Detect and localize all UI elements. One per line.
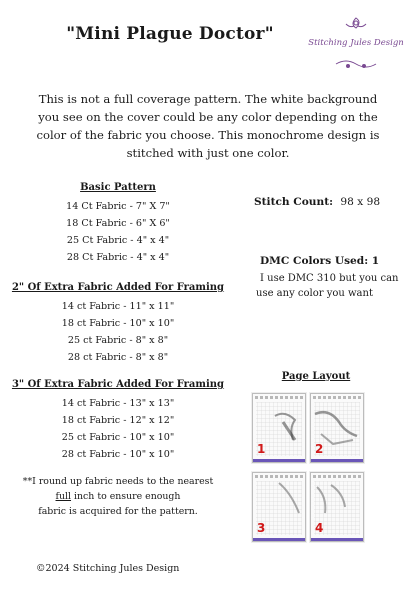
fabric-size-row: 14 ct Fabric - 13" x 13": [61, 398, 175, 409]
fabric-size-row: 18 Ct Fabric - 6" X 6": [66, 218, 170, 229]
basic-pattern-section: [8, 180, 228, 266]
fabric-size-row: 25 ct Fabric - 10" x 10": [61, 432, 175, 443]
intro-paragraph: This is not a full coverage pattern. The white background you see on the cover could be any color depending on the color of the fabric you choose. This monochrome design is stitched with just one color.: [36, 92, 380, 160]
fabric-size-row: 28 ct Fabric - 10" x 10": [61, 449, 175, 460]
dmc-note-line: I use DMC 310 but you can: [260, 273, 399, 284]
page-thumbnail: [310, 472, 364, 542]
note-line: **I round up fabric needs to the nearest: [22, 476, 214, 487]
page-thumbnail: [252, 393, 306, 463]
stitch-count-value: 98 x 98: [340, 196, 381, 208]
page-layout-heading: Page Layout: [281, 371, 351, 382]
fabric-size-row: 28 Ct Fabric - 4" x 4": [66, 252, 170, 263]
fabric-size-row: 18 ct Fabric - 10" x 10": [61, 318, 175, 329]
page-number: 4: [315, 521, 324, 535]
page-thumbnail: [310, 393, 364, 463]
note-line: fabric is acquired for the pattern.: [38, 506, 198, 517]
page-number: 2: [315, 442, 324, 456]
extra-2-heading: 2" Of Extra Fabric Added For Framing: [11, 282, 225, 293]
fabric-size-row: 25 Ct Fabric - 4" x 4": [66, 235, 170, 246]
page-number: 1: [257, 442, 266, 456]
fabric-size-row: 28 ct Fabric - 8" x 8": [67, 352, 169, 363]
brand-logo: [302, 14, 410, 72]
dmc-label: DMC Colors Used: 1: [260, 255, 380, 267]
logo-text: Stitching Jules Design: [308, 38, 404, 48]
note-line-rest: inch to ensure enough: [71, 491, 181, 502]
rounding-note: [8, 474, 228, 519]
fabric-size-row: 18 ct Fabric - 12" x 12": [61, 415, 175, 426]
note-line: [8, 489, 228, 504]
copyright-footer: ©2024 Stitching Jules Design: [36, 563, 180, 574]
fabric-size-row: 14 ct Fabric - 11" x 11": [61, 301, 175, 312]
extra-3-section: [8, 377, 228, 463]
note-underlined-word: full: [55, 491, 72, 502]
page-number: 3: [257, 521, 266, 535]
fabric-size-row: 25 ct Fabric - 8" x 8": [67, 335, 169, 346]
extra-2-section: [8, 280, 228, 366]
fabric-size-row: 14 Ct Fabric - 7" X 7": [66, 201, 170, 212]
page-title: "Mini Plague Doctor": [66, 24, 274, 44]
stitch-count: [254, 196, 380, 208]
dmc-section: [254, 255, 414, 301]
extra-3-heading: 3" Of Extra Fabric Added For Framing: [11, 379, 225, 390]
dmc-note-line: use any color you want: [256, 288, 373, 299]
page-thumbnail: [252, 472, 306, 542]
basic-pattern-heading: Basic Pattern: [80, 182, 156, 193]
stitch-count-label: Stitch Count:: [254, 196, 334, 208]
